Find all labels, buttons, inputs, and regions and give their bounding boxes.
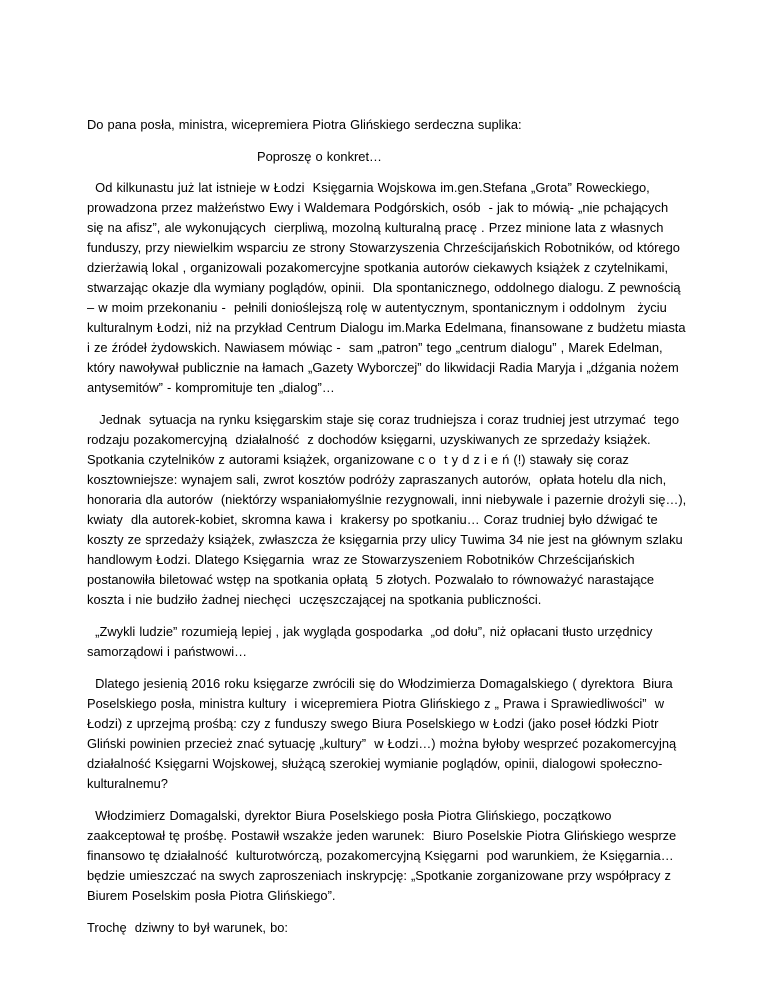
letter-body [87,115,691,950]
paragraph-strange-condition: Trochę dziwny to był warunek, bo: [87,920,288,935]
letter-subtitle: Poproszę o konkret… [257,149,382,164]
paragraph-market-situation: Jednak sytuacja na rynku księgarskim staje się coraz trudniejsza i coraz trudniej jest utrzymać tego rodzaju pozakomercyjną działalność z dochodów księgarni, uzyskiwanych ze sprzedaży książek. Spotkania czytelników z autorami książek, organizowane c o t y d z i e ń (!) stawały się coraz kosztowniejsze: wynajem sali, zwrot kosztów podróży zapraszanych autorów, opłata hotelu dla nich, honoraria dla autorów (niektórzy wspaniałomyślnie rezygnowali, inni niebywale i pazernie drożyli się…), kwiaty dla autorek-kobiet, skromna kawa i krakersy po spotkaniu… Coraz trudniej było dźwigać te koszty ze sprzedaży książek, zwłaszcza że księgarnia przy ulicy Tuwima 34 nie jest na głównym szlaku handlowym Łodzi. Dlatego Księgarnia wraz ze Stowarzyszeniem Robotników Chrześcijańskich postanowiła biletować wstęp na spotkania opłatą 5 złotych. Pozwalało to równoważyć narastające koszta i nie budziło żadnej niechęci uczęszczającej na spotkania publiczności. [87,412,691,607]
paragraph-ordinary-people: „Zwykli ludzie” rozumieją lepiej , jak wygląda gospodarka „od dołu”, niż opłacani tłusto urzędnicy samorządowi i państwowi… [87,624,657,659]
paragraph-bookstore-history: Od kilkunastu już lat istnieje w Łodzi Księgarnia Wojskowa im.gen.Stefana „Grota” Roweckiego, prowadzona przez małżeństwo Ewy i Waldemara Podgórskich, osób - jak to mówią- „nie pchających się na afisz”, ale wykonujących cierpliwą, mozolną kulturalną pracę . Przez minione lata z własnych funduszy, przy niewielkim wsparciu ze strony Stowarzyszenia Chrześcijańskich Robotników, od którego dzierżawią lokal , organizowali pozakomercyjne spotkania autorów ciekawych książek z czytelnikami, stwarzając okazje dla wymiany poglądów, opinii. Dla spontanicznego, oddolnego dialogu. Z pewnością – w moim przekonaniu - pełnili donioślejszą rolę w autentycznym, spontanicznym i oddolnym życiu kulturalnym Łodzi, niż na przykład Centrum Dialogu im.Marka Edelmana, finansowane z budżetu miasta i ze źródeł żydowskich. Nawiasem mówiąc - sam „patron” tego „centrum dialogu” , Marek Edelman, który nawoływał publicznie na łamach „Gazety Wyborczej” do likwidacji Radia Maryja i „dźgania nożem antysemitów” - kompromituje ten „dialog”… [87,180,690,395]
paragraph-request-2016: Dlatego jesienią 2016 roku księgarze zwrócili się do Włodzimierza Domagalskiego ( dyrektora Biura Poselskiego posła, ministra kultury i wicepremiera Piotra Glińskiego z „ Prawa i Sprawiedliwości” w Łodzi) z uprzejmą prośbą: czy z funduszy swego Biura Poselskiego w Łodzi (jako poseł łódzki Piotr Gliński powinien przecież znać sytuację „kultury” w Łodzi…) można byłoby wesprzeć pozakomercyjną działalność Księgarni Wojskowej, służącą szerokiej wymianie poglądów, opinii, dialogowi społeczno-kulturalnemu? [87,676,681,791]
letter-greeting: Do pana posła, ministra, wicepremiera Piotra Glińskiego serdeczna suplika: [87,117,522,132]
paragraph-director-condition: Włodzimierz Domagalski, dyrektor Biura Poselskiego posła Piotra Glińskiego, początkowo zaakceptował tę prośbę. Postawił wszakże jeden warunek: Biuro Poselskie Piotra Glińskiego wesprze finansowo tę działalność kulturotwórczą, pozakomercyjną Księgarni pod warunkiem, że Księgarnia… będzie umieszczać na swych zaproszeniach inskrypcję: „Spotkanie zorganizowane przy współpracy z Biurem Poselskim posła Piotra Glińskiego”. [87,808,681,903]
